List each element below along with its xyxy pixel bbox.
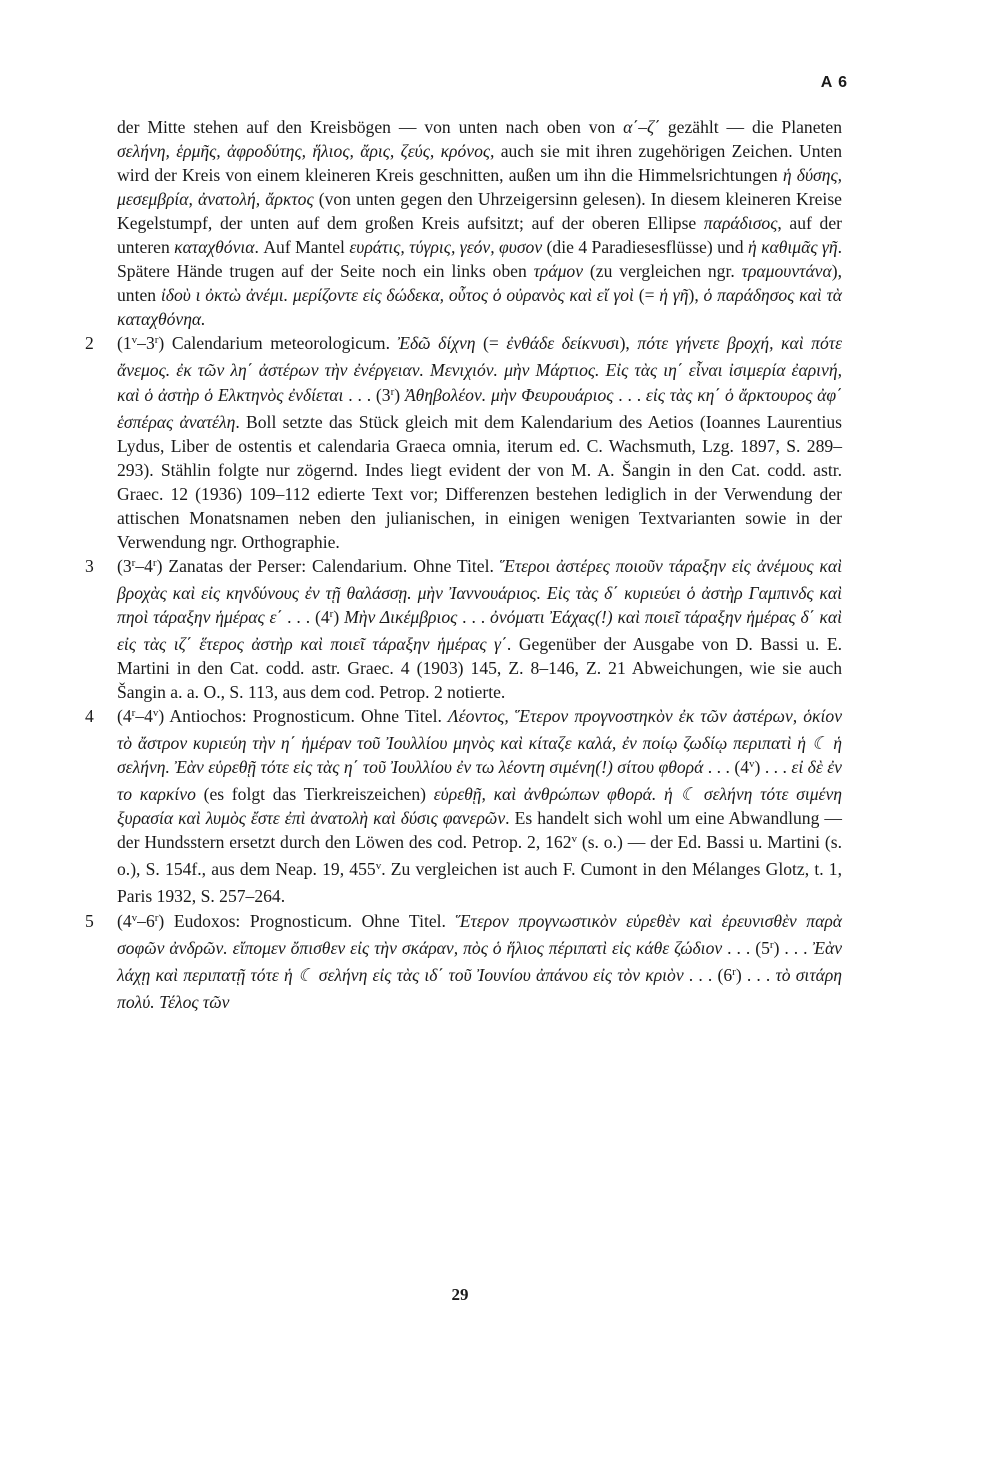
text-run: auch sie mit ihren zugehörigen Zeichen. Unten wird der Kreis von einem kleineren Kreis geschnitten, außen um ihn die Himmelsrichtungen: [117, 141, 842, 186]
text-run: ) Eudoxos: Prognosticum. Ohne Titel.: [158, 910, 456, 931]
greek-text: ὀνόματι Ἐάχας(!) καὶ ποιεῖ τάραξην ἡμέρας δ΄ καὶ εἰς τὰς ιζ΄ ἕτερος ἀστὴρ καὶ ποιεῖ τάραξην ἡμέρας γ΄: [117, 606, 842, 654]
entry-4: [85, 704, 843, 908]
text-run: . Es handelt sich wohl um eine Abwandlung — der Hundsstern ersetzt durch den Löwen des cod. Petrop. 2, 162: [117, 808, 842, 853]
greek-text: Ἕτεροι ἀστέρες ποιοῦν τάραξην εἰς ἀνέμους καὶ βροχὰς καὶ εἰς κηνδύνους ἐν τῇ θαλάσσῃ. μὴν Ἰαννουάριος. Εἰς τὰς δ΄ κυριεύει ὁ ἀστὴρ Γαμπινδς καὶ πηοὶ τάραξην ἡμέρας ε΄: [117, 555, 842, 627]
greek-text: τραμουντάνα: [741, 261, 832, 282]
greek-text: τὸ σιτάρη πολύ. Τέλος τῶν: [117, 964, 843, 1012]
folio-superscript: r: [131, 707, 136, 720]
text-run: . . .: [457, 606, 491, 627]
text-run: (3: [117, 555, 132, 576]
greek-text: ἰδοὺ ι ὀκτὼ ἀνέμι. μερίζοντε εἰς δώδεκα, οὗτος ὁ οὐρανὸς καὶ εἴ γοὶ: [160, 285, 634, 306]
greek-text: εἰ δὲ ἐν το καρκίνο: [117, 757, 842, 805]
text-run: . Zu vergleichen ist auch F. Cumont in den Mélanges Glotz, t. 1, Paris 1932, S. 257–264.: [117, 859, 842, 907]
greek-text: καταχθόνια: [174, 237, 255, 258]
folio-superscript: v: [571, 833, 577, 846]
text-run: ), unten: [117, 261, 842, 306]
folio-superscript: v: [131, 911, 138, 924]
page-body: [85, 115, 843, 1014]
text-run: ) Calendarium meteorologicum.: [158, 333, 398, 354]
entry-number: 2: [85, 333, 94, 354]
text-run: ),: [688, 285, 704, 306]
text-run: (=: [633, 285, 660, 306]
text-run: ): [394, 384, 405, 405]
text-run: . . . (4: [703, 757, 750, 778]
folio-superscript: r: [769, 938, 774, 951]
text-run: (von unten gegen den Uhrzeigersinn gelesen). In diesem kleineren Kreise Kegelstumpf, der unten auf dem großen Kreis aufsitzt; auf der oberen Ellipse: [117, 189, 842, 234]
greek-text: Λέοντος, Ἕτερον προγνοστηκὸν ἐκ τῶν ἀστέρων, ὁκίον τὸ ἄστρον κυριεύη τὴν η΄ ἡμέραν τοῦ Ἰουλλίου μηνὸς καὶ κίταζε καλά, ἐν ποίῳ ζωδίῳ περιπατὶ ἡ ☾ ἡ σελήνη. Ἐὰν εὑρεθῇ τότε εἰς τὰς η΄ τοῦ Ἰουλλίου ἐν τω λέοντη σιμένη(!) σίτου φθορά: [117, 706, 842, 778]
entry-2: [85, 331, 843, 553]
text-run: . Auf Mantel: [254, 237, 350, 258]
entry-number: 5: [85, 910, 94, 931]
text-run: (4: [117, 910, 132, 931]
greek-text: Ἕτερον προγνωστικὸν εὑρεθὲν καὶ ἐρευνισθὲν παρὰ σοφῶν ἀνδρῶν. εἴπομεν ὄπισθεν εἰς τὴν σκάραν, πὸς ὁ ἥλιος πέριπατὶ εἰς κάθε ζώδιον: [117, 910, 842, 958]
intro-paragraph: [117, 115, 842, 331]
entry-text: [117, 554, 842, 704]
folio-superscript: v: [375, 860, 382, 873]
text-run: –4: [135, 706, 153, 727]
greek-text: ἐνθάδε δείκνυσι: [506, 333, 620, 354]
text-run: ),: [619, 333, 638, 354]
folio-superscript: v: [749, 758, 755, 771]
entry-text: [117, 331, 842, 553]
text-run: ) Zanatas der Perser: Calendarium. Ohne Titel.: [156, 555, 500, 576]
greek-text: ἡ καθιμᾶς γῆ: [747, 237, 838, 258]
greek-text: παράδισος: [703, 213, 778, 234]
entry-number: 4: [85, 706, 94, 727]
entry-text: [117, 909, 842, 1014]
text-run: (=: [475, 333, 507, 354]
greek-text: ὁ παράδησος καὶ τὰ καταχθόνηα.: [117, 285, 842, 330]
text-run: (4: [117, 706, 132, 727]
text-run: ): [333, 606, 345, 627]
text-run: ) . . .: [754, 757, 792, 778]
text-run: . . . (3: [343, 384, 391, 405]
text-run: ) Antiochos: Prognosticum. Ohne Titel.: [158, 706, 449, 727]
greek-text: τράμον: [533, 261, 584, 282]
text-run: –6: [137, 910, 155, 931]
folio-superscript: r: [154, 911, 159, 924]
folio-superscript: v: [131, 334, 138, 347]
page-number: 29: [451, 1285, 469, 1304]
signature-mark: A 6: [820, 74, 848, 91]
folio-superscript: r: [329, 607, 334, 620]
text-run: gezählt — die Planeten: [659, 117, 843, 137]
text-run: ) . . .: [773, 937, 813, 958]
text-run: (1: [117, 333, 132, 354]
folio-superscript: r: [154, 334, 159, 347]
greek-text: Ἐὰν λάχῃ καὶ περιπατῇ τότε ἡ ☾ σελήνη εἰς τὰς ιδ΄ τοῦ Ἰουνίου ἀπάνου εἰς τὸν κριὸν: [117, 937, 843, 985]
text-run: . Gegenüber der Ausgabe von D. Bassi u. E. Martini in den Cat. codd. astr. Graec. 4 (1903) 145, Z. 8–146, Z. 21 Abweichungen, wie sie auch Šangin a. a. O., S. 113, aus dem cod. Petrop. 2 notierte.: [117, 633, 842, 703]
greek-text: ἡ γῆ: [659, 285, 689, 306]
folio-superscript: r: [131, 556, 136, 569]
folio-superscript: r: [732, 965, 736, 978]
greek-text: σελήνη, ἑρμῆς, ἀφροδύτης, ἥλιος, ἄρις, ζεύς, κρόνος,: [117, 141, 495, 162]
text-run: . . . (5: [722, 937, 770, 958]
text-run: –3: [137, 333, 155, 354]
greek-text: α΄–ζ΄: [623, 117, 660, 137]
text-run: , auf der unteren: [117, 213, 843, 258]
text-run: (die 4 Paradiesesflüsse) und: [542, 237, 748, 258]
folio-superscript: r: [390, 385, 395, 398]
greek-text: Μὴν Δικέμβριος: [344, 606, 458, 627]
text-run: –4: [135, 555, 153, 576]
text-run: . Spätere Hände trugen auf der Seite noch ein links oben: [117, 237, 842, 282]
text-run: ) . . .: [735, 964, 776, 985]
text-run: . . . (4: [282, 606, 330, 627]
text-run: (s. o.) — der Ed. Bassi u. Martini (s. o.), S. 154f., aus dem Neap. 19, 455: [117, 832, 842, 880]
greek-text: εἰς τὰς κη΄ ὁ ἄρκτουρος ἀφ΄ ἑσπέρας ἀνατέλη: [117, 384, 843, 432]
greek-text: ἡ δύσης, μεσεμβρία, ἀνατολή, ἄρκτος: [117, 165, 842, 210]
entry-3: [85, 554, 842, 704]
greek-text: Ἀθηβολέον. μὴν Φευρουάριος: [404, 384, 614, 405]
text-run: (es folgt das Tierkreiszeichen): [195, 784, 434, 805]
folio-superscript: r: [152, 556, 157, 569]
text-run: . Boll setzte das Stück gleich mit dem Kalendarium des Aetios (Ioannes Laurentius Lydus, Liber de ostentis et calendaria Graeca omnia, iterum ed. C. Wachsmuth, Lzg. 1897, S. 289–293). Stählin folgte nur zögernd. Indes liegt evident der von M. A. Šangin in den Cat. codd. astr. Graec. 12 (1936) 109–112 edierte Text vor; Differenzen bestehen lediglich in der Verwendung der attischen Monatsnamen neben den julianischen, in einigen wenigen Textvarianten sowie in der Verwendung ngr. Orthographie.: [117, 411, 842, 552]
entry-number: 3: [85, 555, 94, 576]
text-run: der Mitte stehen auf den Kreisbögen — von unten nach oben von: [117, 117, 624, 137]
text-run: . . .: [613, 384, 646, 405]
entry-5: [85, 909, 843, 1014]
folio-superscript: v: [152, 707, 159, 720]
greek-text: ευράτις, τύγρις, γεόν, φυσον: [349, 237, 543, 258]
text-run: . . . (6: [683, 964, 733, 985]
entry-text: [117, 704, 842, 908]
greek-text: Ἐδῶ δίχνη: [397, 333, 476, 354]
greek-text: πότε γήνετε βροχή, καὶ πότε ἄνεμος. ἐκ τῶν λη΄ ἀστέρων τὴν ἐνέργειαν. Μενιχιόν. μὴν Μάρτιος. Εἰς τὰς ιη΄ εἶναι ἰσιμερία ἐαρινή, καὶ ὁ ἀστὴρ ὁ Ελκτηνὸς ἐνδίεται: [117, 333, 843, 405]
text-run: (zu vergleichen ngr.: [583, 261, 742, 282]
greek-text: εὑρεθῇ, καὶ ἀνθρώπων φθορά. ἡ ☾ σελήνη τότε σιμένη ξυρασία καὶ λυμὸς ἔστε ἐπὶ ἀνατολὴ καὶ δύσις φανερῶν: [117, 784, 843, 829]
